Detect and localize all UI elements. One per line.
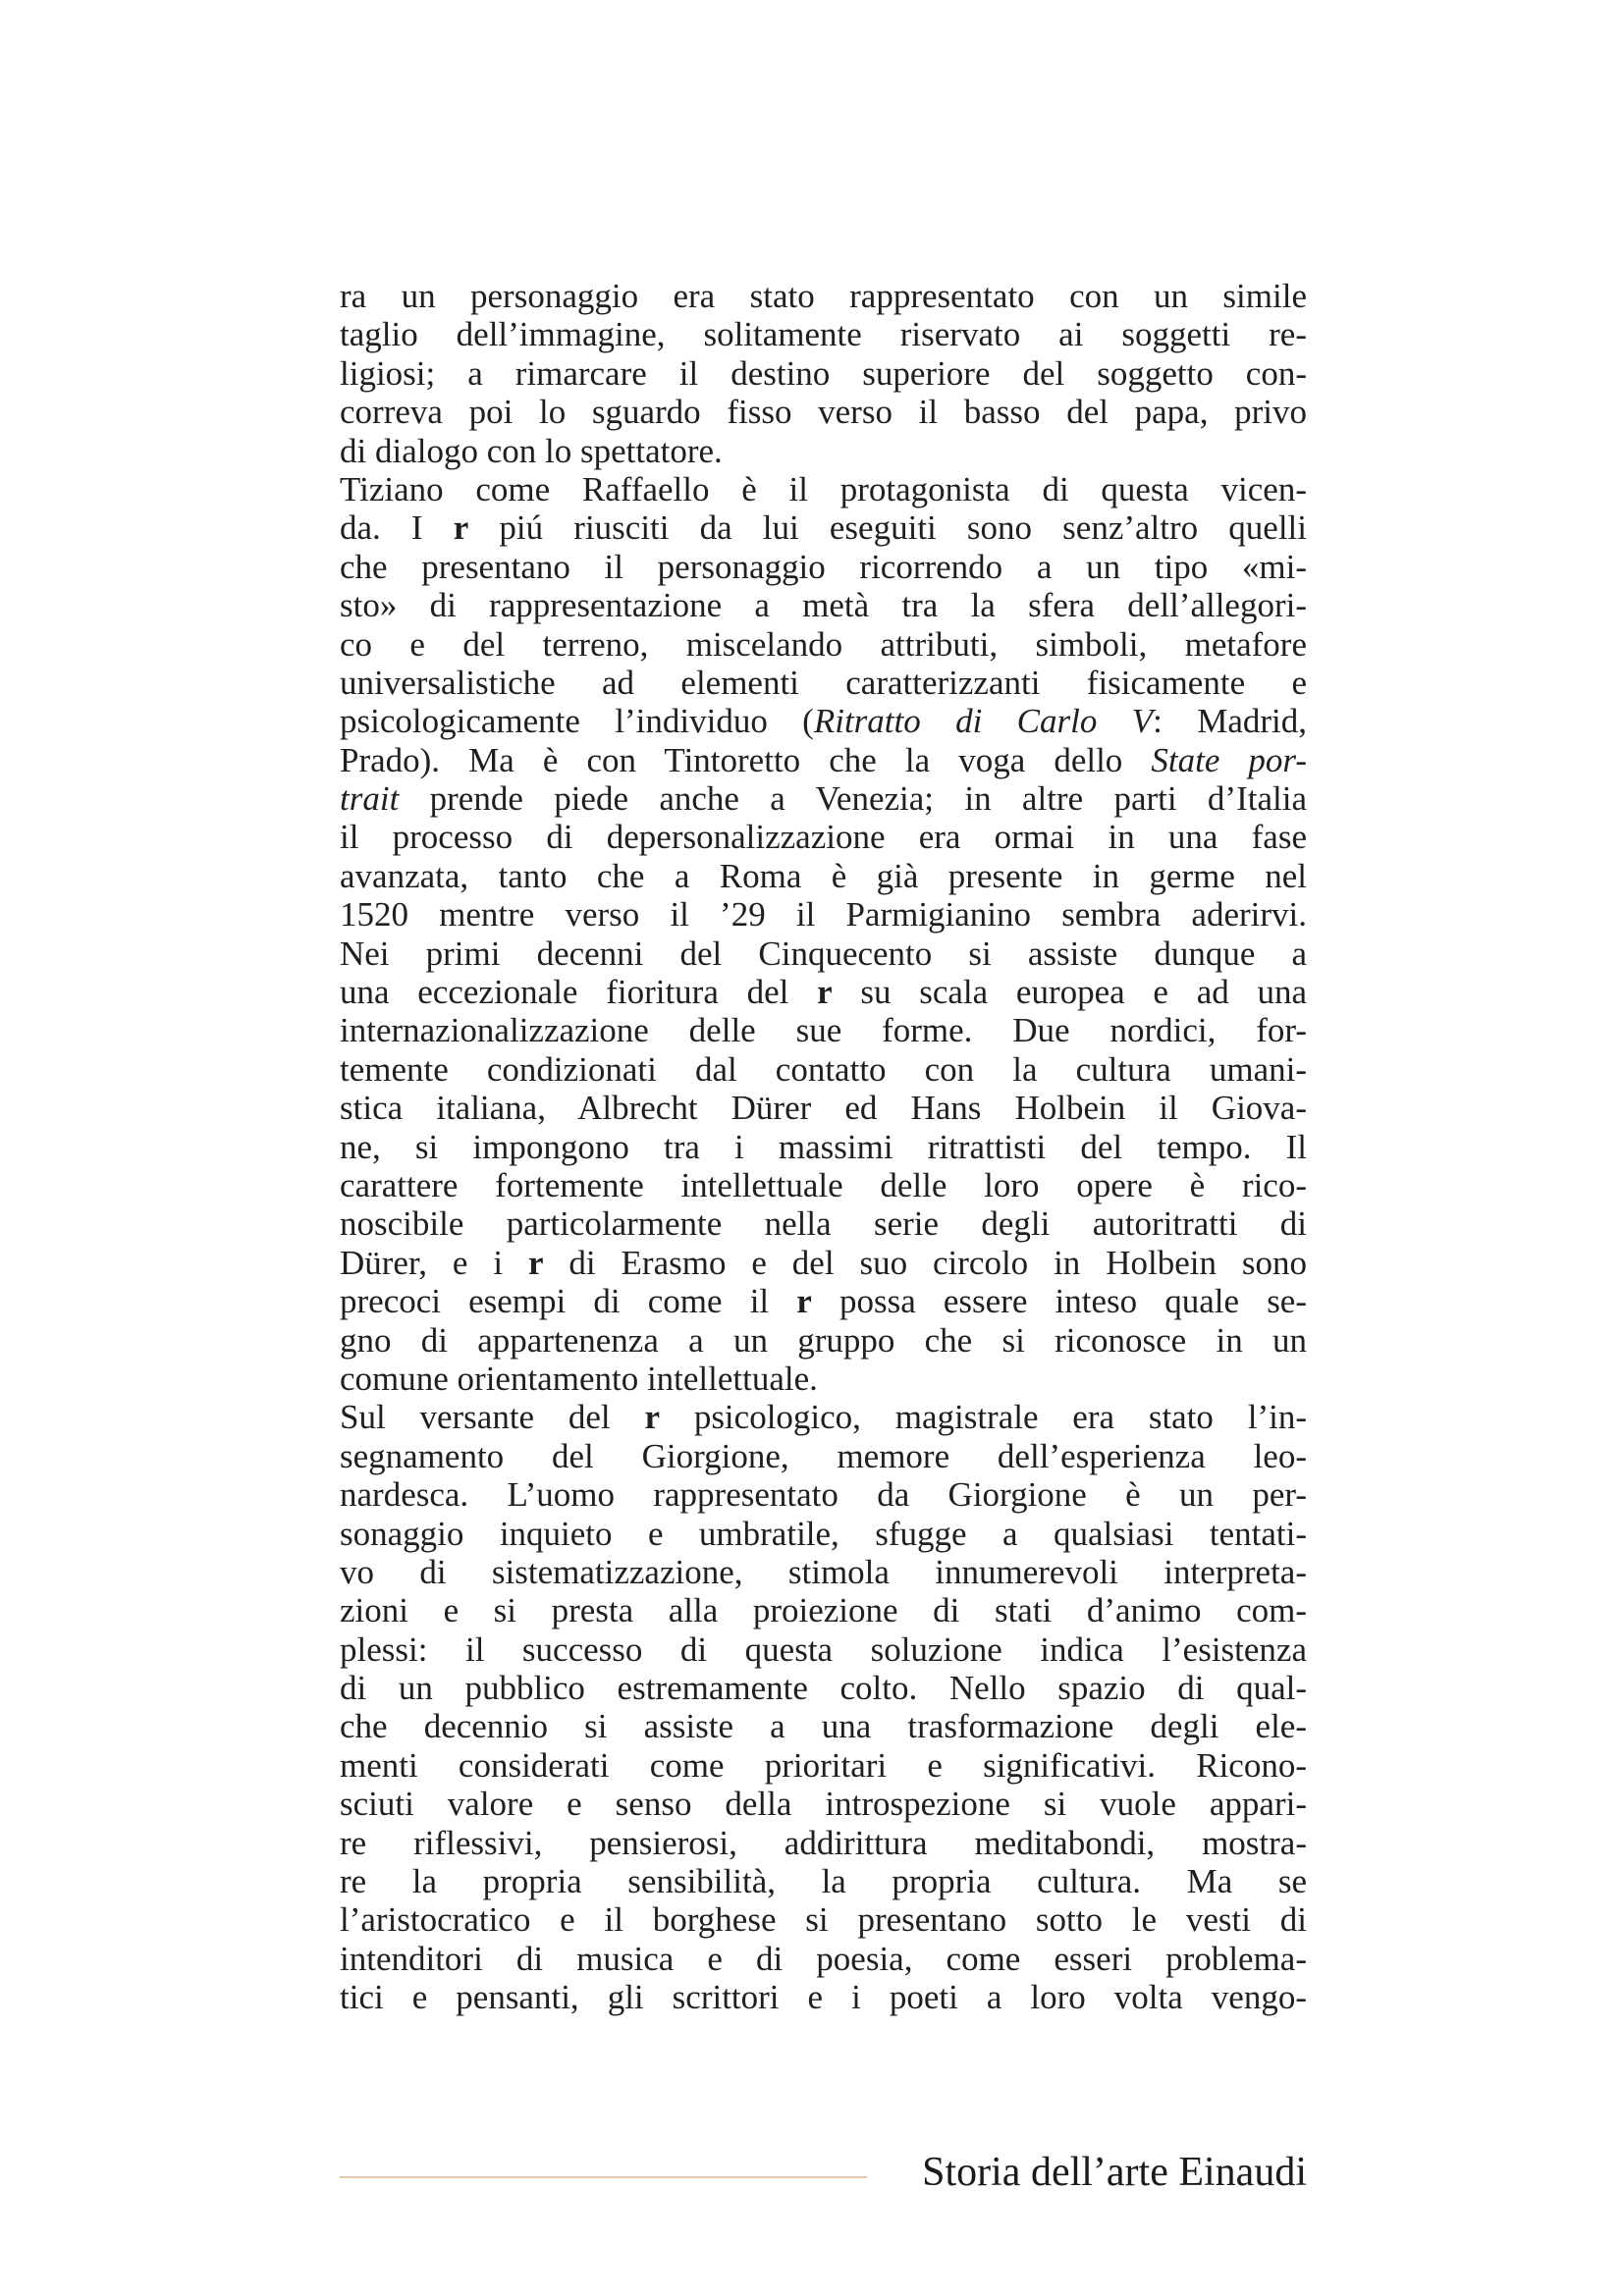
footer-publisher-label: Storia dell’arte Einaudi xyxy=(922,2150,1307,2195)
text-line xyxy=(340,586,1307,624)
text-segment: intenditori di musica e di poesia, come esseri problema- xyxy=(340,1939,1307,1978)
text-line xyxy=(340,1824,1307,1862)
text-line xyxy=(340,1282,1307,1320)
text-segment: l’aristocratico e il borghese si presentano sotto le vesti di xyxy=(340,1900,1307,1940)
text-segment: menti considerati come prioritari e significativi. Ricono- xyxy=(340,1745,1307,1785)
text-segment: vo di sistematizzazione, stimola innumerevoli interpreta- xyxy=(340,1552,1307,1591)
text-line xyxy=(340,1978,1307,2016)
text-line xyxy=(340,1862,1307,1900)
text-line xyxy=(340,1785,1307,1823)
text-line xyxy=(340,702,1307,740)
text-segment: da. I xyxy=(340,508,454,548)
text-segment: Sul versante del xyxy=(340,1398,645,1437)
text-segment: Nei primi decenni del Cinquecento si assiste dunque a xyxy=(340,934,1307,973)
text-segment: piú riusciti da lui eseguiti sono senz’altro quelli xyxy=(468,508,1307,548)
text-segment: avanzata, tanto che a Roma è già presente in germe nel xyxy=(340,856,1307,895)
text-segment: che presentano il personaggio ricorrendo a un tipo «mi- xyxy=(340,547,1307,586)
italic-text: trait xyxy=(340,779,400,819)
text-segment: re riflessivi, pensierosi, addirittura meditabondi, mostra- xyxy=(340,1823,1307,1862)
italic-text: State por- xyxy=(1151,740,1307,779)
text-line xyxy=(340,1166,1307,1204)
text-segment: ra un personaggio era stato rappresentato con un simile xyxy=(340,277,1307,315)
text-segment: comune orientamento intellettuale. xyxy=(340,1359,818,1398)
text-line xyxy=(340,779,1307,818)
text-segment: sonaggio inquieto e umbratile, sfugge a qualsiasi tentati- xyxy=(340,1514,1307,1553)
text-segment: re la propria sensibilità, la propria cultura. Ma se xyxy=(340,1862,1307,1901)
text-line xyxy=(340,895,1307,934)
text-line xyxy=(340,1360,1307,1398)
text-line xyxy=(340,1128,1307,1166)
text-line xyxy=(340,315,1307,353)
bold-abbreviation: r xyxy=(644,1398,661,1437)
text-segment: sto» di rappresentazione a metà tra la sfera dell’allegori- xyxy=(340,586,1307,625)
text-segment: psicologicamente l’individuo ( xyxy=(340,702,814,741)
text-segment: precoci esempi di come il xyxy=(340,1282,797,1321)
text-line xyxy=(340,741,1307,779)
text-line xyxy=(340,277,1307,315)
text-line xyxy=(340,393,1307,431)
text-line xyxy=(340,1398,1307,1436)
text-line xyxy=(340,1940,1307,1978)
text-segment: che decennio si assiste a una trasformazione degli ele- xyxy=(340,1707,1307,1746)
text-line xyxy=(340,934,1307,973)
text-segment: psicologico, magistrale era stato l’in- xyxy=(660,1398,1307,1437)
text-line xyxy=(340,1050,1307,1089)
text-segment: 1520 mentre verso il ’29 il Parmigianino sembra aderirvi. xyxy=(340,895,1307,934)
text-segment: il processo di depersonalizzazione era ormai in una fase xyxy=(340,818,1307,857)
text-line xyxy=(340,1089,1307,1127)
text-line xyxy=(340,432,1307,470)
text-line xyxy=(340,1553,1307,1591)
text-segment: plessi: il successo di questa soluzione indica l’esistenza xyxy=(340,1629,1307,1669)
text-segment: ne, si impongono tra i massimi ritrattisti del tempo. Il xyxy=(340,1127,1307,1166)
text-line xyxy=(340,1630,1307,1669)
text-segment: su scala europea e ad una xyxy=(832,973,1307,1012)
text-line xyxy=(340,625,1307,664)
text-line xyxy=(340,548,1307,586)
text-line xyxy=(340,664,1307,702)
text-segment: zioni e si presta alla proiezione di stati d’animo com- xyxy=(340,1591,1307,1630)
text-line xyxy=(340,1204,1307,1243)
italic-text: Ritratto di Carlo V xyxy=(813,702,1154,741)
text-segment: : Madrid, xyxy=(1153,702,1307,741)
text-line xyxy=(340,1475,1307,1514)
text-segment: internazionalizzazione delle sue forme. Due nordici, for- xyxy=(340,1011,1307,1050)
text-segment: taglio dell’immagine, solitamente riservato ai soggetti re- xyxy=(340,315,1307,354)
text-segment: temente condizionati dal contatto con la cultura umani- xyxy=(340,1049,1307,1089)
text-segment: universalistiche ad elementi caratterizzanti fisicamente e xyxy=(340,663,1307,702)
text-segment: di dialogo con lo spettatore. xyxy=(340,431,723,470)
text-line xyxy=(340,857,1307,895)
text-segment: noscibile particolarmente nella serie degli autoritratti di xyxy=(340,1204,1307,1244)
text-line xyxy=(340,1900,1307,1939)
text-segment: segnamento del Giorgione, memore dell’esperienza leo- xyxy=(340,1436,1307,1475)
text-line xyxy=(340,1011,1307,1049)
text-segment: Dürer, e i xyxy=(340,1243,528,1282)
text-segment: stica italiana, Albrecht Dürer ed Hans Holbein il Giova- xyxy=(340,1089,1307,1128)
text-segment: correva poi lo sguardo fisso verso il basso del papa, privo xyxy=(340,393,1307,432)
text-line xyxy=(340,1515,1307,1553)
text-segment: co e del terreno, miscelando attributi, simboli, metafore xyxy=(340,624,1307,664)
text-segment: di un pubblico estremamente colto. Nello spazio di qual- xyxy=(340,1669,1307,1708)
text-segment: di Erasmo e del suo circolo in Holbein sono xyxy=(543,1243,1307,1282)
text-segment: una eccezionale fioritura del xyxy=(340,973,818,1012)
text-line xyxy=(340,508,1307,547)
text-line xyxy=(340,470,1307,508)
bold-abbreviation: r xyxy=(527,1243,544,1282)
bold-abbreviation: r xyxy=(817,973,833,1012)
text-line xyxy=(340,1746,1307,1785)
text-line xyxy=(340,354,1307,393)
text-segment: prende piede anche a Venezia; in altre parti d’Italia xyxy=(399,779,1307,819)
text-line xyxy=(340,1669,1307,1707)
text-line xyxy=(340,1244,1307,1282)
bold-abbreviation: r xyxy=(453,508,469,548)
text-line xyxy=(340,1707,1307,1745)
text-segment: Prado). Ma è con Tintoretto che la voga dello xyxy=(340,740,1152,779)
text-line xyxy=(340,818,1307,856)
text-segment: possa essere inteso quale se- xyxy=(811,1282,1307,1321)
footer-rule xyxy=(340,2176,867,2178)
text-segment: sciuti valore e senso della introspezione si vuole appari- xyxy=(340,1785,1307,1824)
text-line xyxy=(340,1591,1307,1629)
text-segment: Tiziano come Raffaello è il protagonista di questa vicen- xyxy=(340,469,1307,508)
text-line xyxy=(340,1321,1307,1360)
text-line xyxy=(340,973,1307,1011)
text-segment: nardesca. L’uomo rappresentato da Giorgione è un per- xyxy=(340,1475,1307,1515)
text-segment: gno di appartenenza a un gruppo che si riconosce in un xyxy=(340,1320,1307,1360)
bold-abbreviation: r xyxy=(796,1282,812,1321)
text-segment: carattere fortemente intellettuale delle loro opere è rico- xyxy=(340,1165,1307,1204)
body-text xyxy=(340,277,1307,2017)
text-segment: tici e pensanti, gli scrittori e i poeti a loro volta vengo- xyxy=(340,1978,1307,2017)
text-segment: ligiosi; a rimarcare il destino superiore del soggetto con- xyxy=(340,353,1307,393)
text-line xyxy=(340,1437,1307,1475)
